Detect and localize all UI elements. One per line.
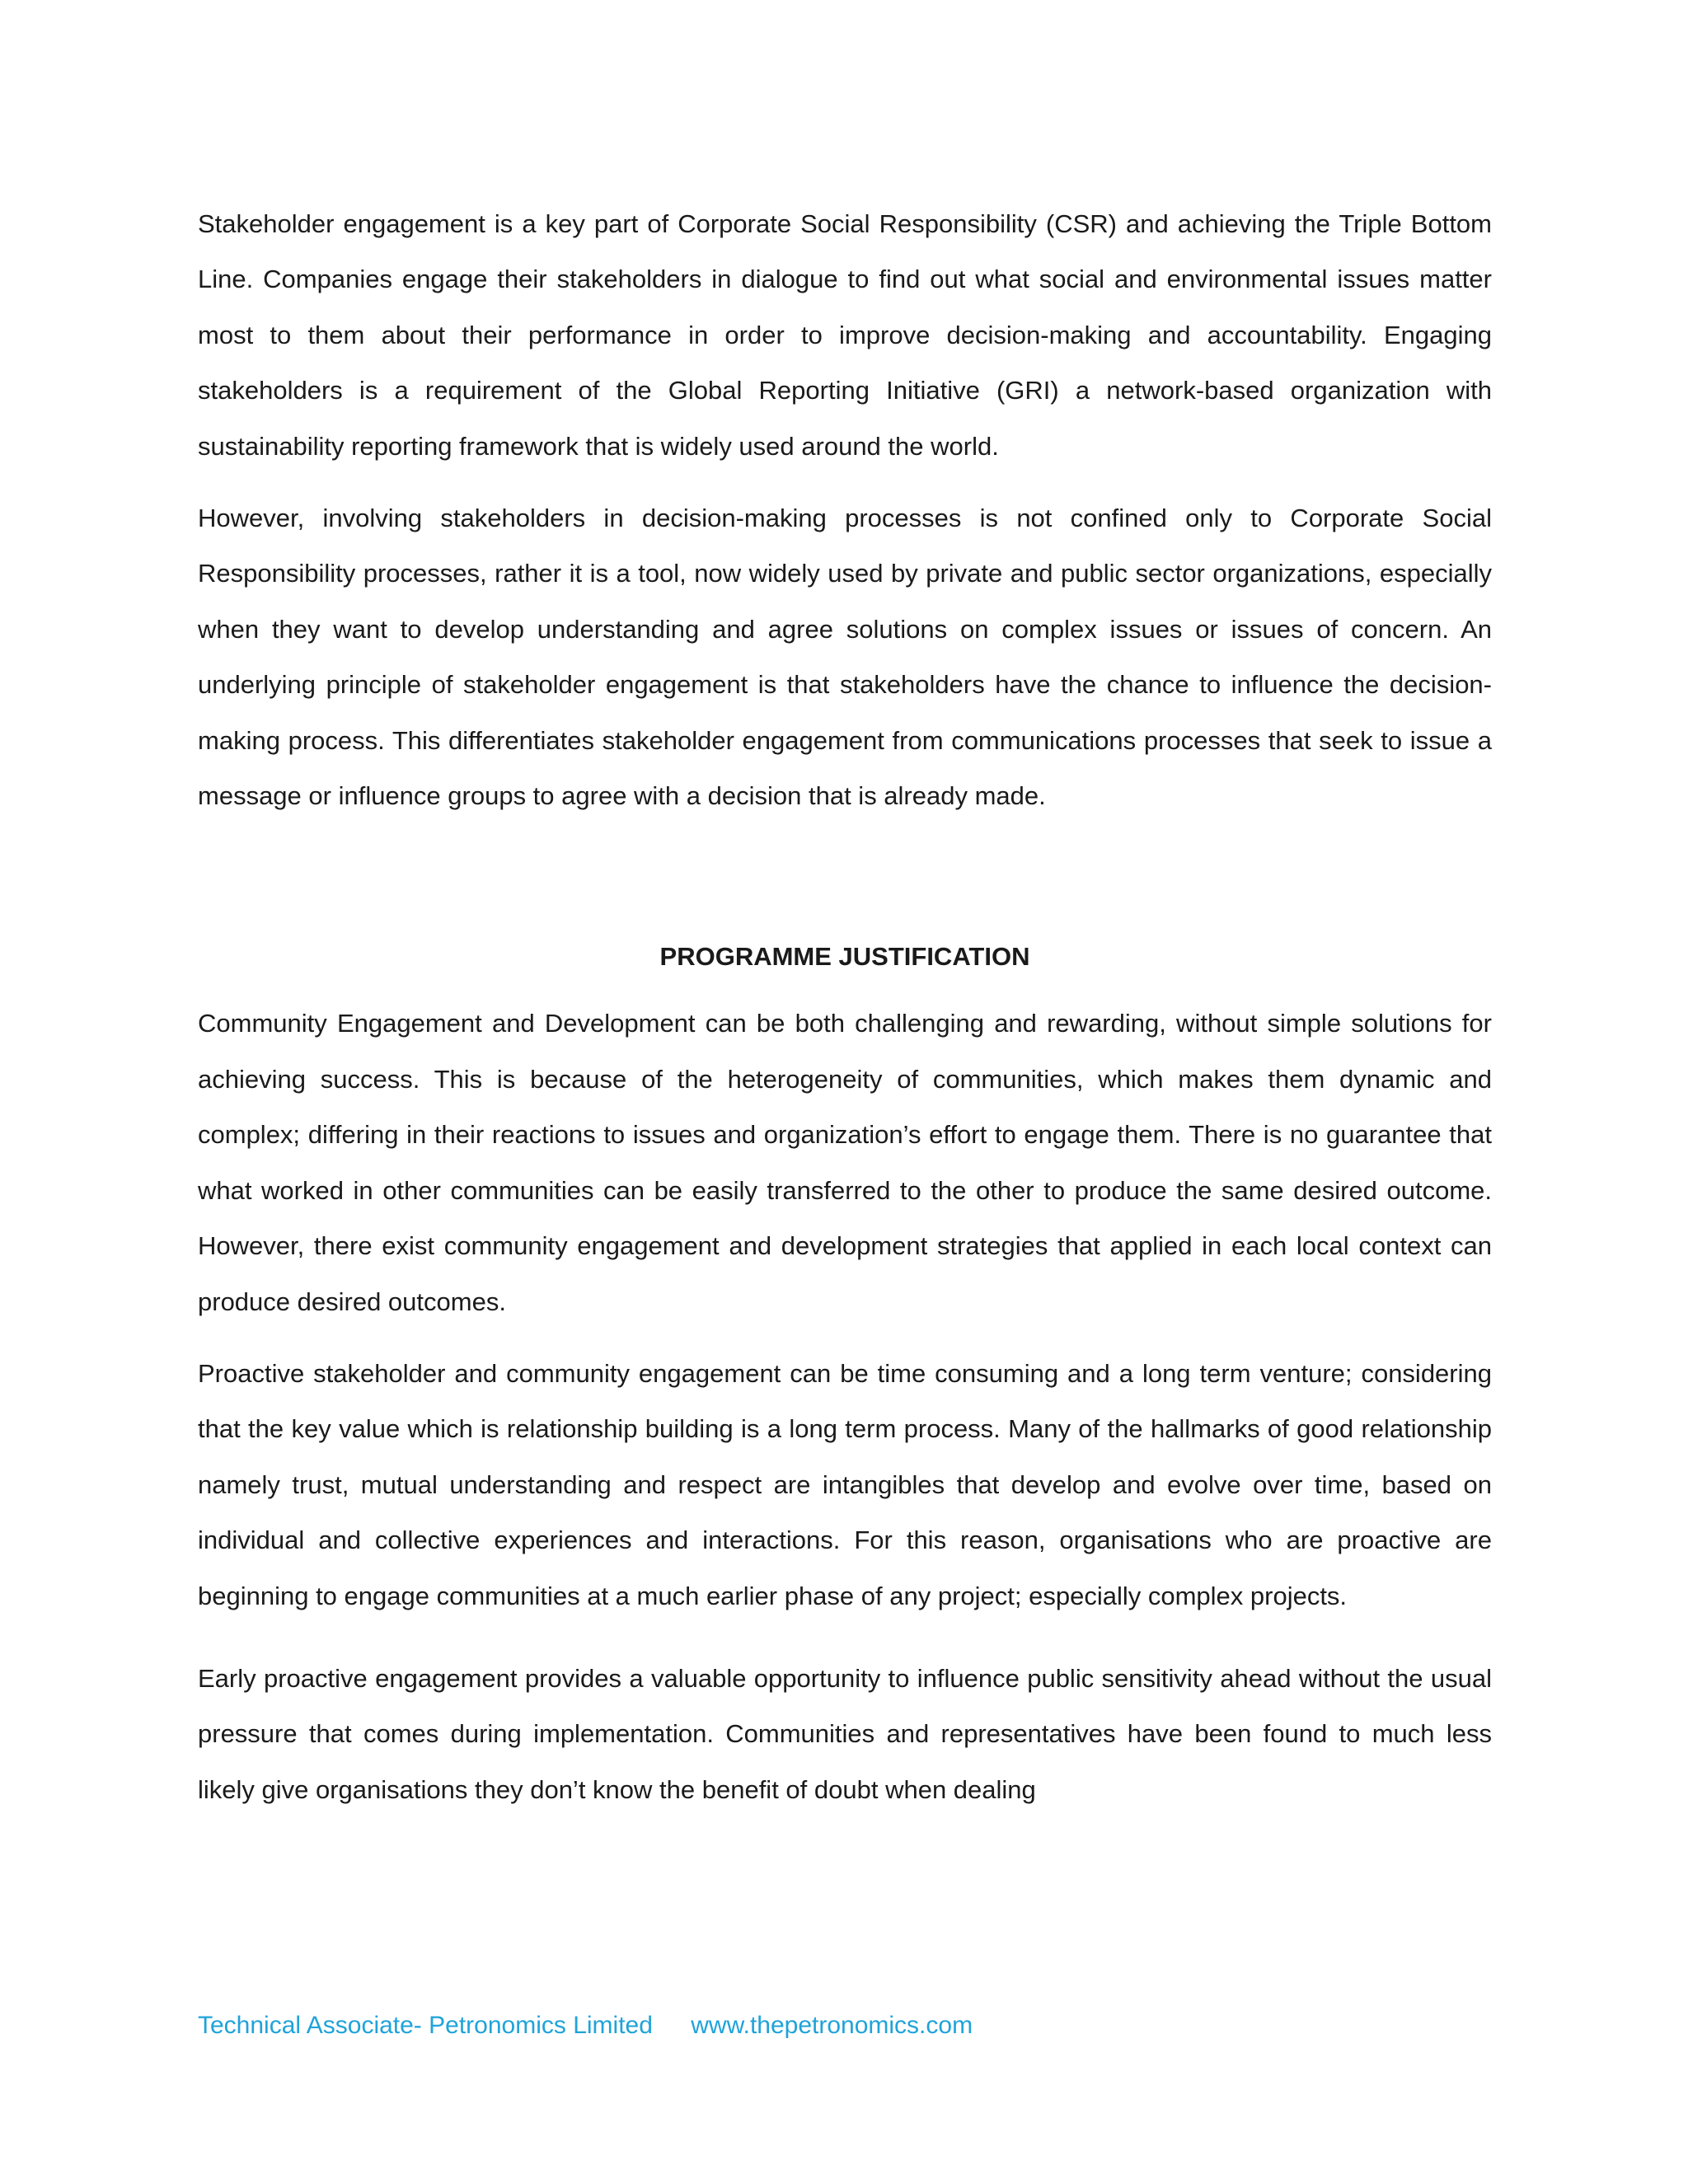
page-footer [198,2009,973,2042]
paragraph-stakeholder-decision-making: However, involving stakeholders in decision-making processes is not confined only to Corporate Social Responsibility processes, rather it is a tool, now widely used by private and public sector organizations, especially when they want to develop understanding and agree solutions on complex issues or issues of concern. An underlying principle of stakeholder engagement is that stakeholders have the chance to influence the decision-making process. This differentiates stakeholder engagement from communications processes that seek to issue a message or influence groups to agree with a decision that is already made. [198,504,1492,811]
paragraph-community-engagement: Community Engagement and Development can be both challenging and rewarding, without simple solutions for achieving success. This is because of the heterogeneity of communities, which makes them dynamic and complex; differing in their reactions to issues and organization’s effort to engage them. There is no guarantee that what worked in other communities can be easily transferred to the other to produce the same desired outcome. However, there exist community engagement and development strategies that applied in each local context can produce desired outcomes. [198,1009,1492,1316]
paragraph-proactive-engagement: Proactive stakeholder and community engagement can be time consuming and a long term venture; considering that the key value which is relationship building is a long term process. Many of the hallmarks of good relationship namely trust, mutual understanding and respect are intangibles that develop and evolve over time, based on individual and collective experiences and interactions. For this reason, organisations who are proactive are beginning to engage communities at a much earlier phase of any project; especially complex projects. [198,1358,1492,1610]
paragraph-early-engagement: Early proactive engagement provides a valuable opportunity to influence public sensitivity ahead without the usual pressure that comes during implementation. Communities and representatives have been found to much less likely give organisations they don’t know the benefit of doubt when dealing [198,1663,1492,1804]
footer-company: Technical Associate- Petronomics Limited [198,2012,653,2039]
section-heading-programme-justification: PROGRAMME JUSTIFICATION [659,942,1030,972]
document-body [198,196,1492,1817]
footer-website-link[interactable]: www.thepetronomics.com [691,2012,973,2039]
paragraph-csr-intro: Stakeholder engagement is a key part of Corporate Social Responsibility (CSR) and achieving the Triple Bottom Line. Companies engage their stakeholders in dialogue to find out what social and environmental issues matter most to them about their performance in order to improve decision-making and accountability. Engaging stakeholders is a requirement of the Global Reporting Initiative (GRI) a network-based organization with sustainability reporting framework that is widely used around the world. [198,209,1492,461]
